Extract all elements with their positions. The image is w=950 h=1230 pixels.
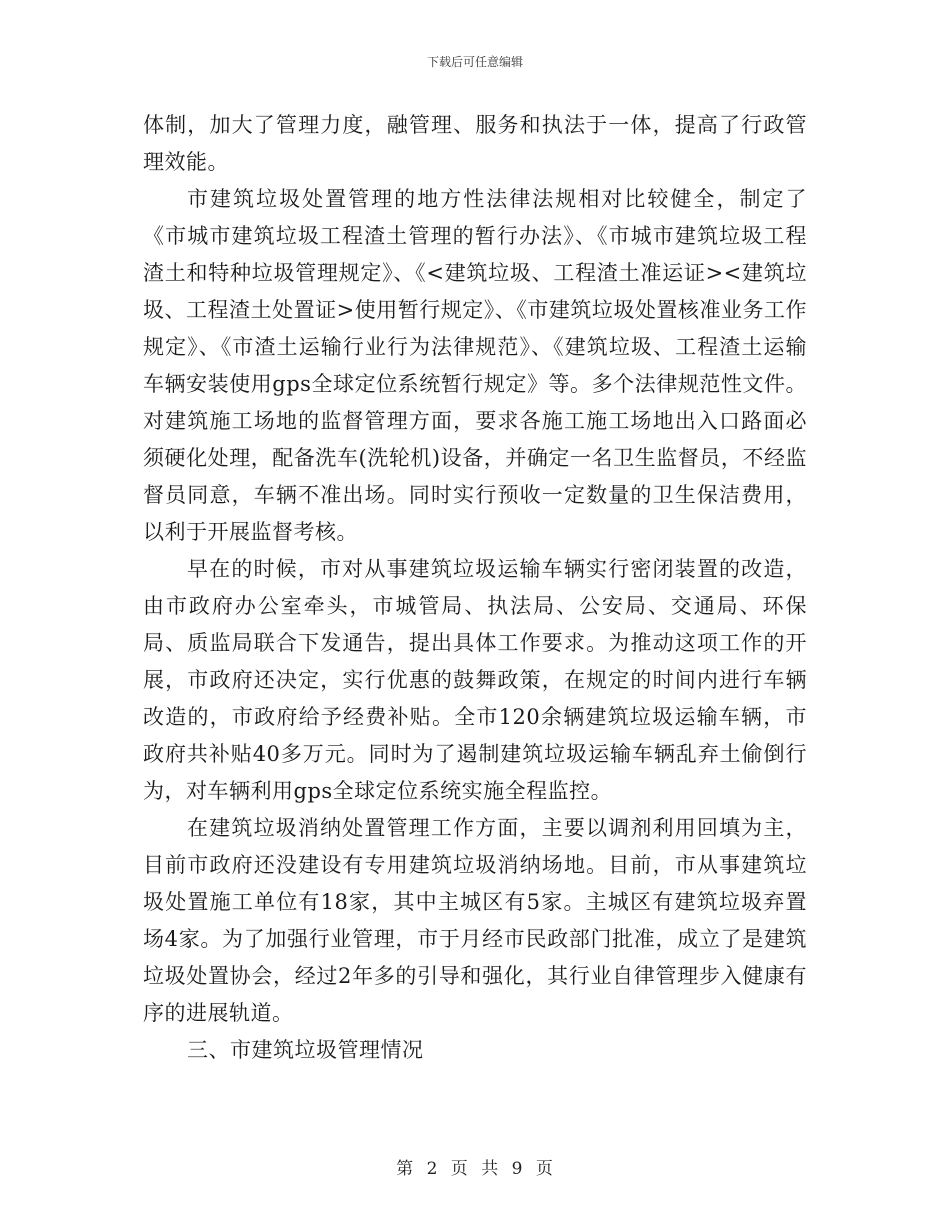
- page-number: 第 2 页 共 9 页: [396, 1159, 554, 1179]
- paragraph-3: 早在的时候，市对从事建筑垃圾运输车辆实行密闭装置的改造，由市政府办公室牵头，市城管局、执法局、公安局、交通局、环保局、质监局联合下发通告，提出具体工作要求。为推动这项工作的开展，市政府还决定，实行优惠的鼓舞政策，在规定的时间内进行车辆改造的，市政府给予经费补贴。全市120余辆建筑垃圾运输车辆，市政府共补贴40多万元。同时为了遏制建筑垃圾运输车辆乱弃土偷倒行为，对车辆利用gps全球定位系统实施全程监控。: [143, 557, 807, 803]
- paragraph-2: 市建筑垃圾处置管理的地方性法律法规相对比较健全，制定了《市城市建筑垃圾工程渣土管理的暂行办法》、《市城市建筑垃圾工程渣土和特种垃圾管理规定》、《<建筑垃圾、工程渣土准运证><建筑垃圾、工程渣土处置证>使用暂行规定》、《市建筑垃圾处置核准业务工作规定》、《市渣土运输行业行为法律规范》、《建筑垃圾、工程渣土运输车辆安装使用gps全球定位系统暂行规定》等。多个法律规范性文件。对建筑施工场地的监督管理方面，要求各施工施工场地出入口路面必须硬化处理，配备洗车(洗轮机)设备，并确定一名卫生监督员，不经监督员同意，车辆不准出场。同时实行预收一定数量的卫生保洁费用，以利于开展监督考核。: [143, 187, 807, 544]
- document-body: [143, 107, 807, 1069]
- section-heading: 三、市建筑垃圾管理情况: [187, 1038, 424, 1062]
- page-header: 下载后可任意编辑: [426, 55, 523, 69]
- paragraph-4: 在建筑垃圾消纳处置管理工作方面，主要以调剂利用回填为主，目前市政府还没建设有专用建筑垃圾消纳场地。目前，市从事建筑垃圾处置施工单位有18家，其中主城区有5家。主城区有建筑垃圾弃置场4家。为了加强行业管理，市于月经市民政部门批准，成立了是建筑垃圾处置协会，经过2年多的引导和强化，其行业自律管理步入健康有序的进展轨道。: [143, 816, 807, 1025]
- paragraph-1: 体制，加大了管理力度，融管理、服务和执法于一体，提高了行政管理效能。: [143, 113, 807, 174]
